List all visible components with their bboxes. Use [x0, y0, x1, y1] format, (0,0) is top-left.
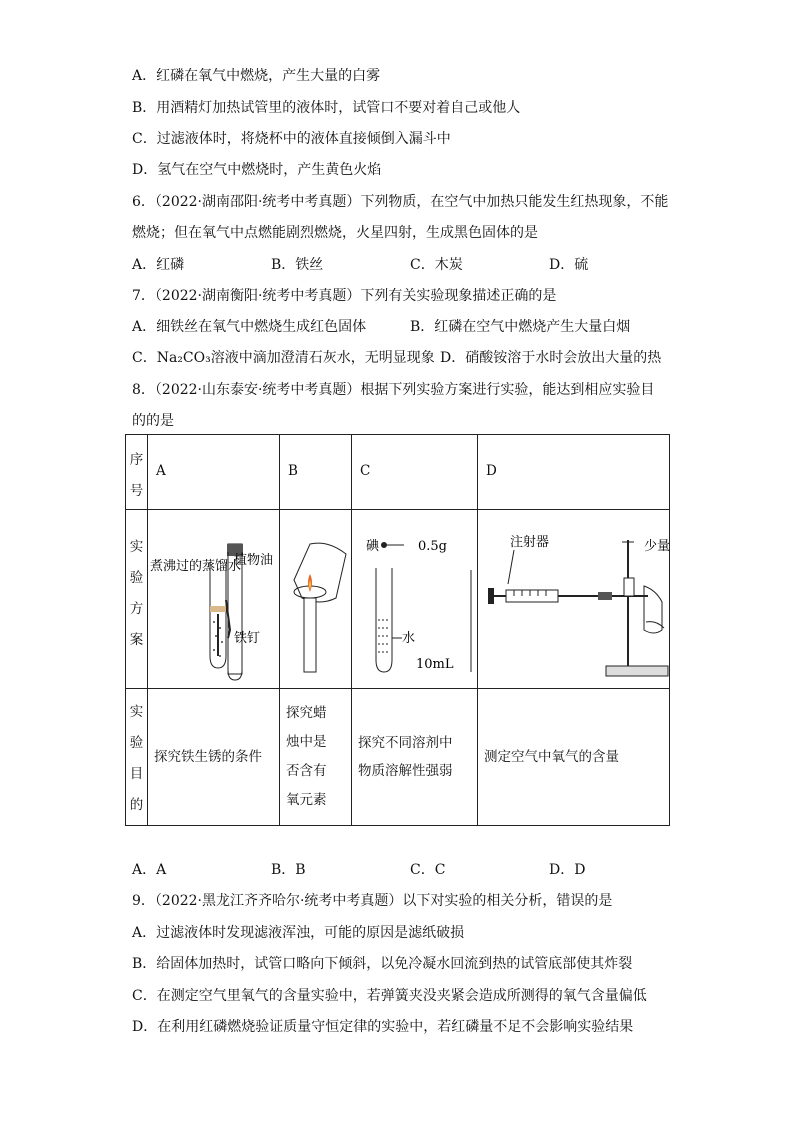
goal-c: 探究不同溶剂中物质溶解性强弱: [352, 689, 478, 826]
goal-d: 测定空气中氧气的含量: [478, 689, 670, 826]
scheme-a-label-oil: 植物油: [234, 553, 274, 568]
q7-stem: 7．（2022·湖南衡阳·统考中考真题）下列有关实验现象描述正确的是: [132, 288, 557, 304]
q6-option-c: C．木炭: [410, 257, 463, 273]
q5-option-b: B．用酒精灯加热试管里的液体时，试管口不要对着自己或他人: [132, 100, 521, 116]
q5-option-c: C．过滤液体时，将烧杯中的液体直接倾倒入漏斗中: [132, 131, 451, 147]
q7-option-d: D．硝酸铵溶于水时会放出大量的热: [440, 350, 662, 366]
q6-option-b: B．铁丝: [271, 257, 324, 273]
goal-b: 探究蜡烛中是否含有氧元素: [280, 689, 352, 826]
scheme-a-diagram: [148, 510, 280, 689]
q8-option-c: C．C: [410, 862, 446, 878]
q5-option-a: A．红磷在氧气中燃烧，产生大量的白雾: [132, 68, 381, 84]
q9-option-b: B．给固体加热时，试管口略向下倾斜，以免冷凝水回流到热的试管底部使其炸裂: [132, 956, 633, 972]
q8-option-d: D．D: [549, 862, 586, 878]
column-header-a: A: [148, 435, 280, 510]
q9-option-c: C．在测定空气里氧气的含量实验中，若弹簧夹没夹紧会造成所测得的氧气含量偏低: [132, 988, 647, 1004]
q7-option-a: A．细铁丝在氧气中燃烧生成红色固体: [132, 319, 367, 335]
scheme-c-diagram: [352, 510, 478, 689]
scheme-c-label-mass: 0.5g: [418, 539, 447, 554]
q6-stem-line2: 燃烧；但在氧气中点燃能剧烈燃烧，火星四射，生成黑色固体的是: [132, 225, 538, 241]
q8-stem-line1: 8．（2022·山东泰安·统考中考真题）根据下列实验方案进行实验，能达到相应实验目: [132, 382, 655, 398]
column-header-b: B: [280, 435, 352, 510]
scheme-d-label-little: 少量: [644, 539, 669, 554]
q6-option-a: A．红磷: [132, 257, 185, 273]
q8-option-b: B．B: [271, 862, 306, 878]
row-header-scheme: 实验方案: [126, 510, 148, 689]
column-header-c: C: [352, 435, 478, 510]
q9-option-a: A．过滤液体时发现滤液浑浊，可能的原因是滤纸破损: [132, 925, 465, 941]
column-header-d: D: [478, 435, 670, 510]
scheme-b-diagram: [280, 510, 352, 689]
scheme-c-label-water: 水: [402, 631, 416, 646]
scheme-d-diagram: [478, 510, 670, 689]
goal-a: 探究铁生锈的条件: [148, 689, 280, 826]
scheme-d-label-syringe: 注射器: [510, 535, 550, 550]
q6-stem-line1: 6．（2022·湖南邵阳·统考中考真题）下列物质，在空气中加热只能发生红热现象，不能: [132, 194, 669, 210]
q7-option-c: C．Na₂CO₃溶液中滴加澄清石灰水，无明显现象: [132, 350, 435, 366]
row-header-goal: 实验目的: [126, 689, 148, 826]
q9-option-d: D．在利用红磷燃烧验证质量守恒定律的实验中，若红磷量不足不会影响实验结果: [132, 1019, 634, 1035]
row-header-number: 序号: [126, 435, 148, 510]
scheme-a-label-nail: 铁钉: [234, 631, 261, 646]
scheme-c-label-iodine: 碘: [366, 539, 380, 554]
q7-option-b: B．红磷在空气中燃烧产生大量白烟: [410, 319, 631, 335]
experiment-table: [125, 434, 670, 826]
q8-stem-line2: 的的是: [132, 413, 174, 429]
scheme-a-label-water: 煮沸过的蒸馏水: [150, 559, 242, 574]
scheme-c-label-volume: 10mL: [416, 657, 454, 672]
q8-option-a: A．A: [132, 862, 167, 878]
q6-option-d: D．硫: [549, 257, 589, 273]
q9-stem: 9．（2022·黑龙江齐齐哈尔·统考中考真题）以下对实验的相关分析，错误的是: [132, 893, 613, 909]
q5-option-d: D．氢气在空气中燃烧时，产生黄色火焰: [132, 162, 382, 178]
